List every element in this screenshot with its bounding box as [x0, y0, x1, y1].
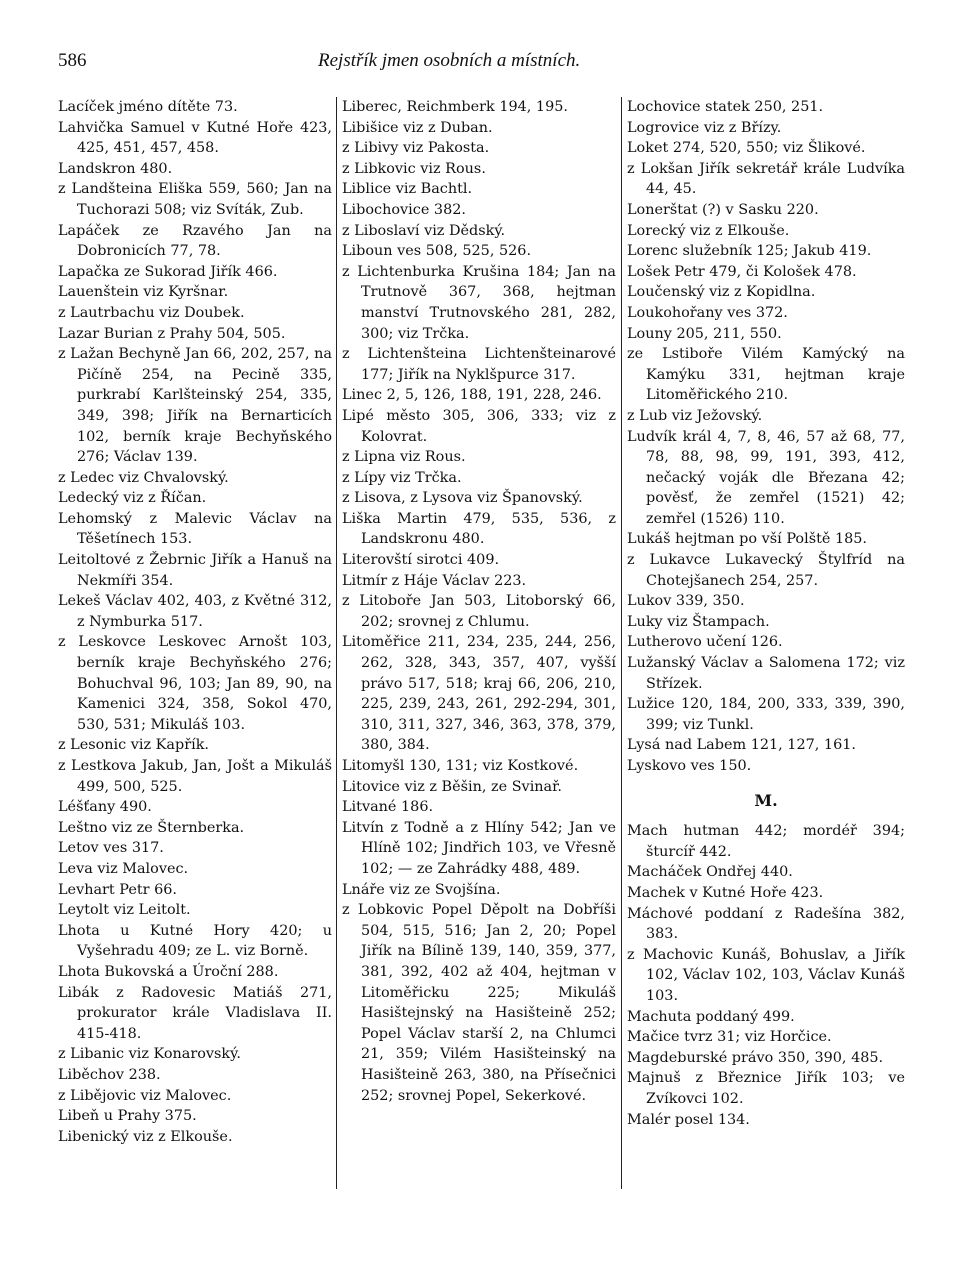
index-entry: Ledecký viz z Říčan.: [58, 490, 207, 507]
page-number: 586: [58, 50, 87, 71]
index-entry: Lhota Bukovská a Úroční 288.: [58, 963, 279, 980]
index-entry: Lysá nad Labem 121, 127, 161.: [627, 737, 856, 754]
index-entry: z Liboslaví viz Dědský.: [342, 222, 506, 239]
index-entry: z Ledec viz Chvalovský.: [58, 469, 229, 486]
index-entry: Libák z Radovesic Matiáš 271, prokurator krále Vladislava II. 415-418.: [58, 984, 332, 1042]
column-divider: [621, 97, 622, 1189]
index-entry: z Litoboře Jan 503, Litoborský 66, 202; srovnej z Chlumu.: [342, 593, 616, 630]
index-entry: z Lipna viz Rous.: [342, 449, 466, 466]
index-entry: z Lobkovic Popel Děpolt na Dobříši 504, 515, 516; Jan 2, 20; Popel Jiřík na Bílině 139, 140, 359, 377, 381, 392, 402 až 404, hejtman v Litoměřicku 225; Mikuláš Hasištejnský na Hasišteině 252; Popel Václav starší 2, na Chlumci 21, 359; Vilém Hasišteinský na Hasišteině 263, 380, na Přísečnici 252; srovnej Popel, Sekerkové.: [342, 902, 616, 1104]
index-entry: z Lesonic viz Kapřík.: [58, 737, 209, 754]
index-entry: Litoměřice 211, 234, 235, 244, 256, 262, 328, 343, 357, 407, vyšší právo 517, 518; kraj 66, 206, 210, 225, 239, 243, 261, 292-294, 301, 310, 311, 327, 346, 363, 378, 379, 380, 384.: [342, 634, 616, 754]
index-column-3: [627, 97, 905, 1130]
column-divider: [336, 97, 337, 1189]
index-entry: Lacíček jméno dítěte 73.: [58, 99, 238, 115]
index-entry: Lorenc služebník 125; Jakub 419.: [627, 243, 872, 260]
index-entry: z Lichtenburka Krušina 184; Jan na Trutnově 367, 368, hejtman manství Trutnovského 281, 282, 300; viz Trčka.: [342, 263, 616, 342]
index-column-3-part-l: [627, 97, 905, 777]
index-entry: Libišice viz z Duban.: [342, 119, 493, 136]
index-entry: Mačice tvrz 31; viz Horčice.: [627, 1029, 832, 1046]
index-column-2: [342, 97, 616, 1106]
index-entry: ze Lstiboře Vilém Kamýcký na Kamýku 331, hejtman kraje Litoměřického 210.: [627, 346, 905, 404]
index-entry: Litomyšl 130, 131; viz Kostkové.: [342, 758, 579, 774]
index-entry: Luky viz Štampach.: [627, 613, 770, 630]
index-entry: z Leskovce Leskovec Arnošt 103, berník kraje Bechyňského 276; Bohuchval 96, 103; Jan 89, 90, na Kamenici 324, 358, Sokol 470, 530, 531; Mikuláš 103.: [58, 634, 332, 733]
index-entry: Linec 2, 5, 126, 188, 191, 228, 246.: [342, 387, 602, 404]
index-entry: Litvín z Todně a z Hlíny 542; Jan ve Hlíně 102; Jindřich 103, ve Vřesně 102; — ze Zahrádky 488, 489.: [342, 819, 616, 877]
index-entry: Malér posel 134.: [627, 1111, 750, 1128]
index-entry: z Lisova, z Lysova viz Španovský.: [342, 490, 583, 507]
index-entry: Lužice 120, 184, 200, 333, 339, 390, 399; viz Tunkl.: [627, 696, 905, 733]
index-entry: Ludvík král 4, 7, 8, 46, 57 až 68, 77, 78, 88, 98, 99, 191, 393, 412, nečacký voják dle Březana 42; pověsť, že zemřel (1521) 42; zemřel (1526) 110.: [627, 428, 905, 527]
index-entry: Lutherovo učení 126.: [627, 634, 783, 651]
index-column-3-part-m: [627, 821, 905, 1130]
index-entry: Levhart Petr 66.: [58, 881, 177, 898]
index-entry: Leštno viz ze Šternberka.: [58, 819, 245, 836]
index-entry: Lukáš hejtman po vší Polště 185.: [627, 531, 867, 548]
index-entry: Liblice viz Bachtl.: [342, 181, 473, 198]
index-entry: Logrovice viz z Břízy.: [627, 119, 782, 136]
index-entry: Leytolt viz Leitolt.: [58, 902, 191, 919]
index-entry: z Lestkova Jakub, Jan, Jošt a Mikuláš 499, 500, 525.: [58, 758, 332, 795]
index-entry: z Libivy viz Pakosta.: [342, 140, 490, 157]
index-column-1: [58, 97, 332, 1147]
index-entry: Lapáček ze Rzavého Jan na Dobronicích 77, 78.: [58, 222, 332, 260]
index-entry: Lazar Burian z Prahy 504, 505.: [58, 325, 286, 342]
index-entry: Máchové poddaní z Radešína 382, 383.: [627, 905, 905, 943]
index-entry: Machek v Kutné Hoře 423.: [627, 884, 824, 901]
index-entry: z Machovic Kunáš, Bohuslav, a Jiřík 102, Václav 102, 103, Václav Kunáš 103.: [627, 946, 905, 1004]
index-entry: Litmír z Háje Václav 223.: [342, 572, 527, 589]
index-entry: z Libkovic viz Rous.: [342, 160, 486, 177]
index-entry: Liběchov 238.: [58, 1066, 161, 1083]
index-entry: Lonerštat (?) v Sasku 220.: [627, 201, 819, 218]
index-entry: Louny 205, 211, 550.: [627, 325, 782, 342]
index-entry: z Libějovic viz Malovec.: [58, 1087, 232, 1104]
index-entry: Lapačka ze Sukorad Jiřík 466.: [58, 263, 278, 280]
index-entry: Lnáře viz ze Svojšína.: [342, 881, 501, 898]
index-entry: Loučenský viz z Kopidlna.: [627, 284, 816, 301]
index-entry: Magdeburské právo 350, 390, 485.: [627, 1049, 884, 1066]
index-entry: Lhota u Kutné Hory 420; u Vyšehradu 409; ze L. viz Borně.: [58, 922, 332, 960]
index-entry: z Libanic viz Konarovský.: [58, 1046, 241, 1063]
index-entry: Machuta poddaný 499.: [627, 1008, 795, 1025]
index-entry: Léšťany 490.: [58, 799, 152, 816]
index-entry: z Lichtenšteina Lichtenšteinarové 177; Jiřík na Nyklšpurce 317.: [342, 346, 616, 383]
index-entry: z Lukavce Lukavecký Štylfríd na Chotejšanech 254, 257.: [627, 552, 905, 589]
index-entry: z Lípy viz Trčka.: [342, 469, 462, 486]
index-entry: Loukohořany ves 372.: [627, 304, 788, 321]
index-entry: z Landšteina Eliška 559, 560; Jan na Tuchorazi 508; viz Svíták, Zub.: [58, 181, 332, 218]
index-entry: Leitoltové z Žebrnic Jiřík a Hanuš na Nekmíři 354.: [58, 552, 332, 589]
index-entry: Lošek Petr 479, či Kološek 478.: [627, 263, 857, 280]
index-entry: Liberec, Reichmberk 194, 195.: [342, 99, 568, 115]
index-entry: Lužanský Václav a Salomena 172; viz Střízek.: [627, 655, 905, 692]
index-entry: Litovice viz z Běšin, ze Svinař.: [342, 778, 563, 795]
index-entry: Libenický viz z Elkouše.: [58, 1128, 233, 1145]
index-entry: z Lažan Bechyně Jan 66, 202, 257, na Pičíně 254, na Pecině 335, purkrabí Karlšteinský 254, 335, 349, 398; Jiřík na Bernarticích 102, berník kraje Bechyňského 276; Václav 139.: [58, 346, 332, 466]
index-entry: Lauenštein viz Kyršnar.: [58, 284, 229, 301]
index-entry: Lipé město 305, 306, 333; viz z Kolovrat.: [342, 407, 616, 445]
index-entry: Lorecký viz z Elkouše.: [627, 222, 790, 239]
index-entry: Liboun ves 508, 525, 526.: [342, 243, 532, 260]
index-entry: Letov ves 317.: [58, 840, 164, 857]
section-letter-heading: M.: [754, 790, 778, 810]
index-entry: Mach hutman 442; mordéř 394; šturcíř 442.: [627, 823, 905, 860]
index-entry: z Lub viz Ježovský.: [627, 407, 763, 424]
index-entry: z Lautrbachu viz Doubek.: [58, 304, 245, 321]
index-entry: Loket 274, 520, 550; viz Šlikové.: [627, 140, 866, 157]
index-entry: Landskron 480.: [58, 160, 173, 177]
index-entry: Lukov 339, 350.: [627, 593, 745, 610]
running-title: Rejstřík jmen osobních a místních.: [318, 50, 581, 71]
index-entry: Lehomský z Malevic Václav na Těšetínech 153.: [58, 510, 332, 548]
index-entry: Libochovice 382.: [342, 201, 466, 218]
index-entry: Litvané 186.: [342, 799, 434, 816]
index-entry: Liška Martin 479, 535, 536, z Landskronu 480.: [342, 510, 616, 548]
index-entry: Macháček Ondřej 440.: [627, 864, 793, 881]
index-entry: Lochovice statek 250, 251.: [627, 99, 824, 115]
index-entry: Leva viz Malovec.: [58, 860, 189, 877]
index-entry: Libeň u Prahy 375.: [58, 1108, 197, 1125]
index-entry: Lekeš Václav 402, 403, z Květné 312, z Nymburka 517.: [58, 593, 332, 630]
index-entry: Majnuš z Březnice Jiřík 103; ve Zvíkovci 102.: [627, 1070, 905, 1107]
index-entry: Lahvička Samuel v Kutné Hoře 423, 425, 451, 457, 458.: [58, 119, 332, 157]
index-entry: Lyskovo ves 150.: [627, 758, 752, 774]
index-entry: Literovští sirotci 409.: [342, 552, 500, 569]
index-entry: z Lokšan Jiřík sekretář krále Ludvíka 44, 45.: [627, 160, 905, 198]
